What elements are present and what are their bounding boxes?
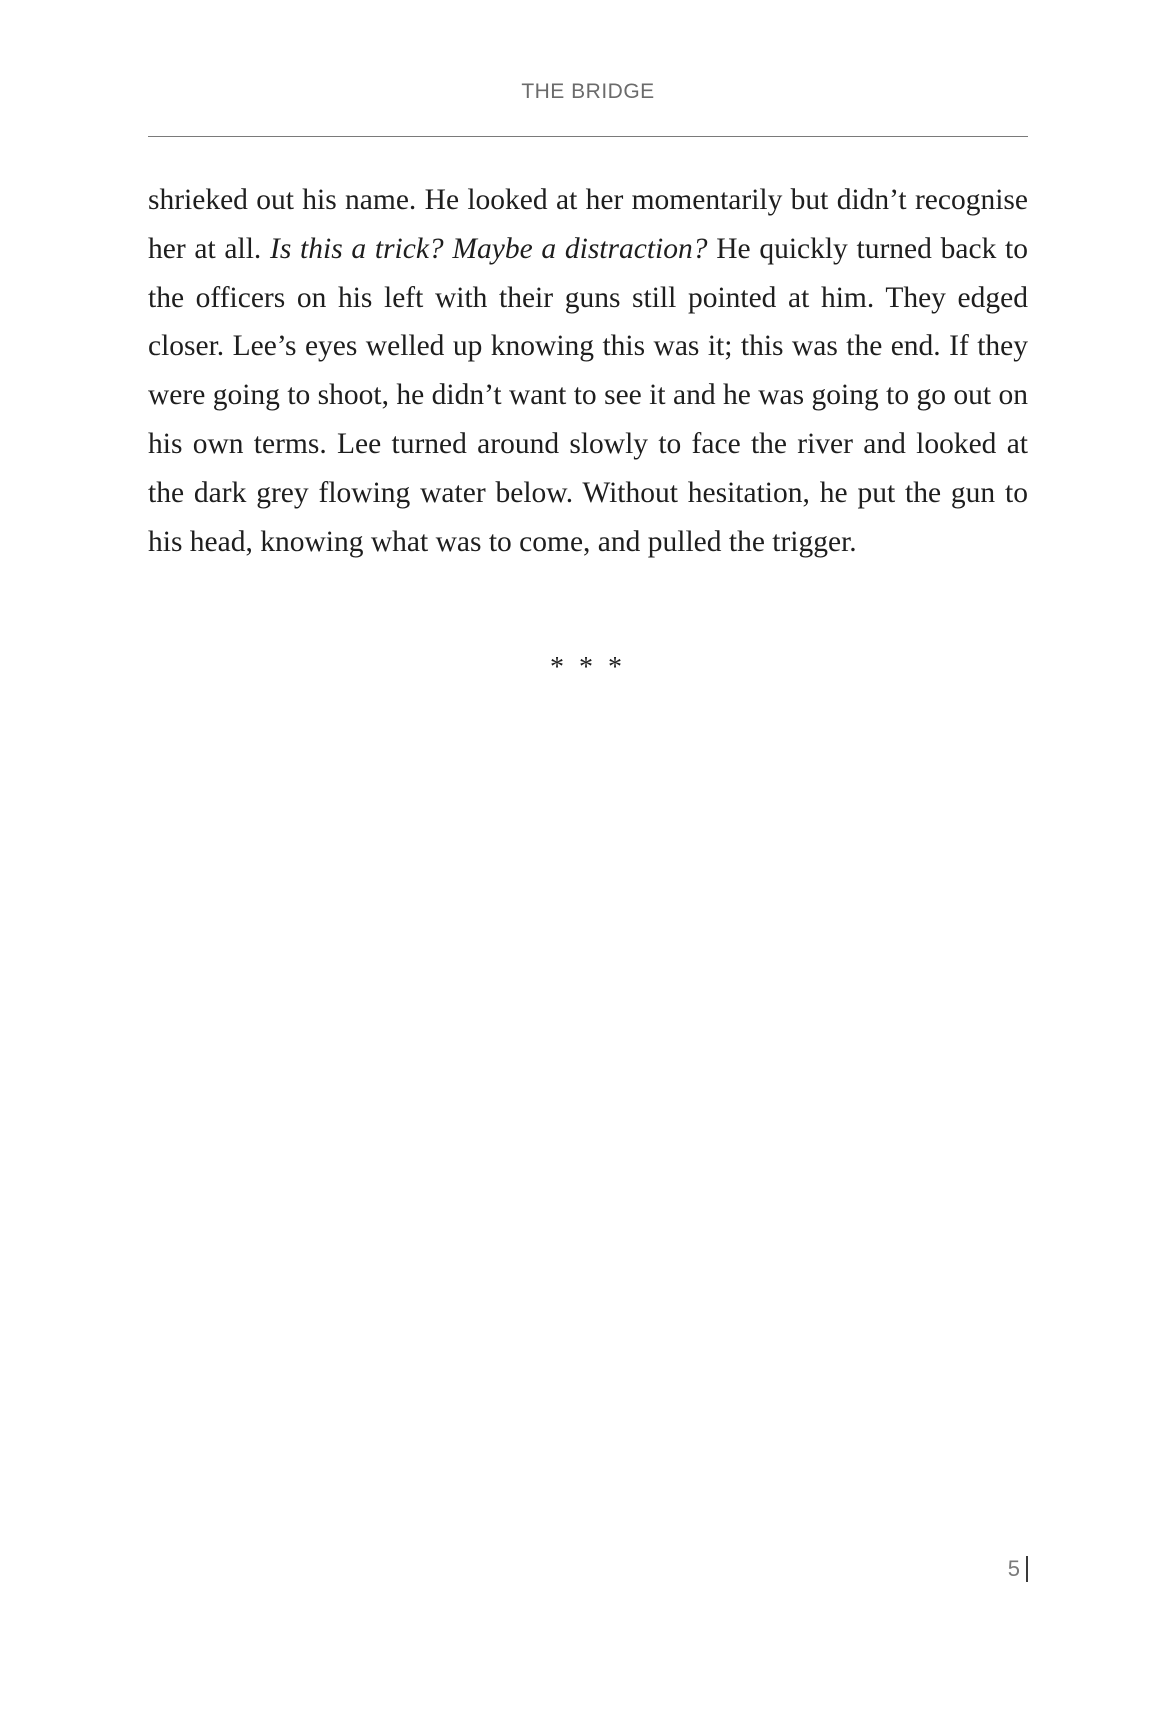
body-paragraph xyxy=(148,176,1028,566)
folio-bar xyxy=(1026,1556,1028,1582)
body-text-italic-segment: Is this a trick? Maybe a distraction? xyxy=(270,232,708,265)
running-header: THE BRIDGE xyxy=(521,80,655,103)
header-divider xyxy=(148,136,1028,137)
body-text-segment: He quickly turned back to the officers on his left with their guns still pointed at him. They edged closer. Lee’s eyes welled up knowing this was it; this was the end. If they were going to shoot, he didn’t want to see it and he was going to go out on his own terms. Lee turned around slowly to face the river and looked at the dark grey flowing water below. Without hesitation, he put the gun to his head, knowing what was to come, and pulled the trigger. xyxy=(148,232,1028,558)
page-number: 5 xyxy=(1007,1556,1020,1581)
body-text-segment: shrieked out his name. He looked at her momentarily but didn’t recognise her at all. xyxy=(148,184,1028,265)
page-footer xyxy=(1008,1556,1028,1582)
scene-break: * * * xyxy=(550,652,626,683)
